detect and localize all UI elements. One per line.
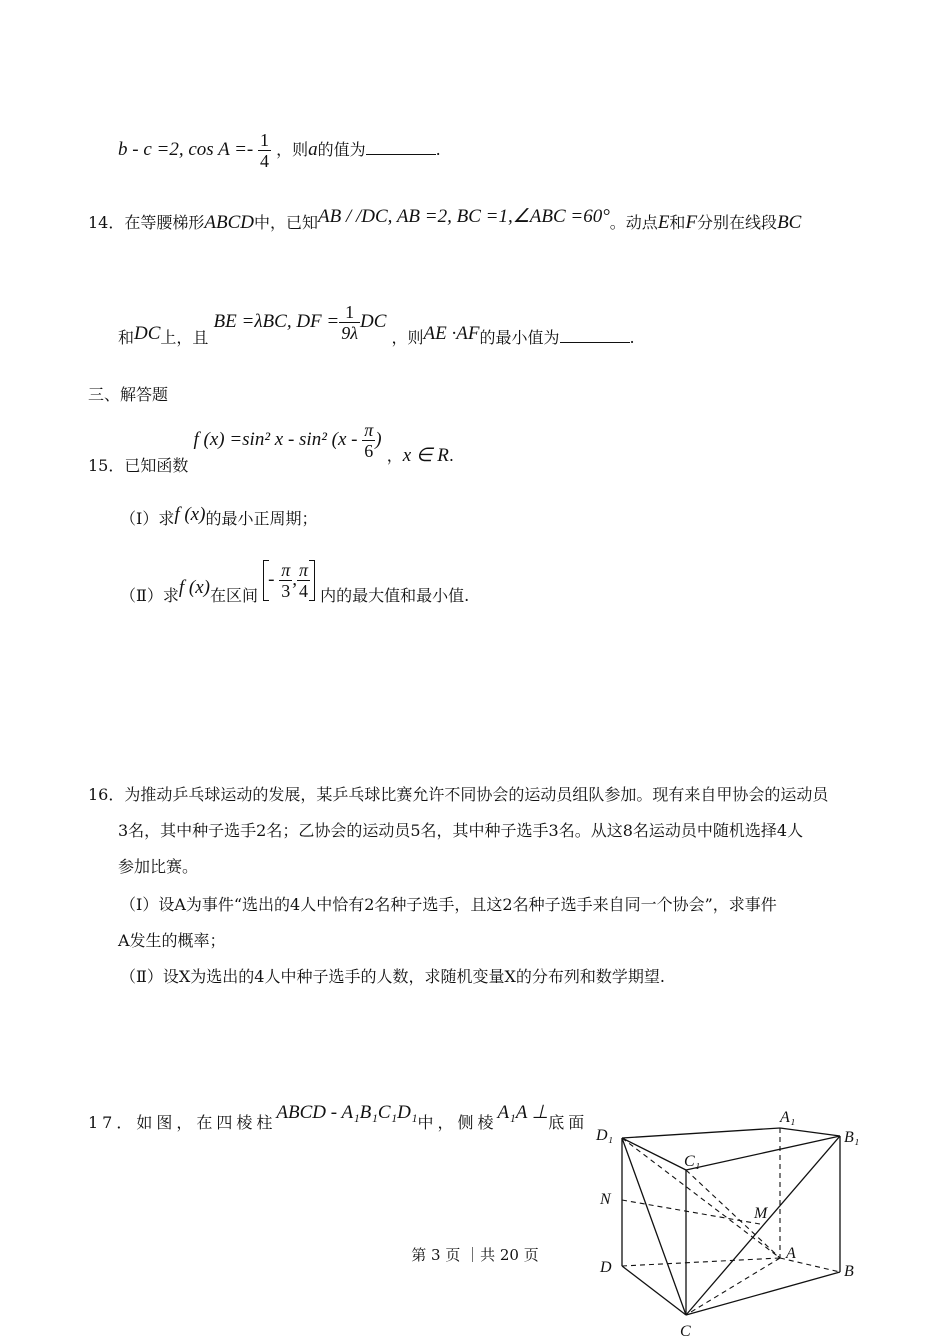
q13-text: ，则 [276, 140, 309, 159]
label-B1: B₁ [844, 1129, 860, 1146]
q14-number: 14．在等腰梯形 [88, 213, 205, 232]
q15-part1 [120, 504, 317, 526]
q14-line1 [88, 206, 802, 234]
label-C1: C₁ [684, 1153, 701, 1170]
page-footer: 第 3 页 ｜共 20 页 [411, 1246, 539, 1264]
q16-line3: 参加比赛。 [118, 857, 199, 876]
q15-part1-label: （Ⅰ）求 [120, 509, 175, 528]
q14-end: . [629, 328, 635, 347]
q15-part2-text: 在区间 [210, 586, 259, 605]
interval-minus: - [268, 569, 280, 590]
label-D: D [600, 1259, 612, 1276]
q17-edge: A₁A ⊥ [497, 1102, 549, 1123]
q13-fraction: $\frac{1}{4}$ [259, 130, 269, 171]
interval-frac-2: $\frac{\pi}{4}$ [298, 560, 309, 601]
q15-comma: ， [386, 446, 403, 465]
q15-close: ) [375, 429, 382, 450]
label-M: M [754, 1205, 768, 1222]
q15-part2-f: f (x) [178, 577, 211, 598]
label-A1: A₁ [780, 1109, 796, 1126]
q17-t2: 底面 [548, 1113, 589, 1132]
q14-vec-end: DC [360, 311, 387, 332]
interval-comma: , [292, 569, 297, 590]
q15-number: 15．已知函数 [88, 456, 189, 475]
q14-dc: DC [134, 323, 161, 344]
q14-line2 [118, 302, 635, 347]
label-N: N [600, 1191, 611, 1208]
q14-t3: 和 [669, 213, 686, 232]
prism-figure [590, 1100, 880, 1340]
label-D1: D₁ [596, 1127, 614, 1144]
section-title [88, 384, 168, 406]
q14-t5: 和 [118, 328, 135, 347]
q15-part1-text: 的最小正周期； [205, 509, 318, 528]
q14-vector-eq: BE =λBC, DF = [213, 311, 340, 332]
q14-t1: 中，已知 [253, 213, 318, 232]
q14-condition: AB / /DC, AB =2, BC =1,∠ABC =60° [318, 206, 610, 227]
answer-blank [560, 328, 630, 343]
q15-part2-label: （Ⅱ）求 [120, 586, 179, 605]
q17-number: 17．如图，在四棱柱 [88, 1113, 277, 1132]
q16-line4: （Ⅰ）设A为事件“选出的4人中恰有2名种子选手，且这2名种子选手来自同一个协会”，求事件 [120, 895, 777, 914]
q14-t4: 分别在线段 [697, 213, 778, 232]
label-A: A [786, 1245, 796, 1262]
q16-line1: 16．为推动乒乓球运动的发展，某乒乓球比赛允许不同协会的运动员组队参加。现有来自甲协会的运动员 [88, 785, 829, 804]
q15-part1-f: f (x) [174, 504, 206, 525]
label-C: C [680, 1323, 691, 1340]
q17-prism: ABCD - A₁B₁C₁D₁ [276, 1102, 418, 1123]
q16-line5: A发生的概率； [118, 931, 226, 950]
interval-bracket [263, 560, 315, 601]
q16-line2: 3名，其中种子选手2名；乙协会的运动员5名，其中种子选手3名。从这8名运动员中随机选择4人 [118, 821, 804, 840]
q14-t8: 的最小值为 [479, 328, 560, 347]
q15-domain: x ∈ R [402, 445, 449, 466]
section-label: 三、解答题 [88, 385, 169, 404]
q15-function: f (x) =sin² x - sin² (x - [193, 429, 363, 450]
q13-end: . [435, 140, 441, 159]
q14-bc: BC [777, 212, 802, 233]
answer-blank [366, 140, 436, 155]
q13-var: a [308, 139, 318, 160]
q14-t6: 上，且 [160, 328, 209, 347]
q14-abcd: ABCD [204, 212, 254, 233]
q14-dot-product: AE ·AF [423, 323, 480, 344]
q16-line6: （Ⅱ）设X为选出的4人中种子选手的人数，求随机变量X的分布列和数学期望. [120, 967, 665, 986]
q15-part2 [120, 560, 470, 605]
q15-fraction: $\frac{\pi}{6}$ [364, 420, 374, 461]
q15-line1 [88, 420, 454, 475]
q14-t2: 。动点 [609, 213, 658, 232]
q13-tail [118, 130, 441, 171]
q14-fraction: $\frac{1}{9\lambda}$ [341, 302, 359, 343]
q17-t1: 中，侧棱 [417, 1113, 498, 1132]
q13-text2: 的值为 [317, 140, 366, 159]
q15-part2-end: 内的最大值和最小值. [320, 586, 470, 605]
q14-e: E [657, 212, 670, 233]
q17-line1 [88, 1102, 589, 1132]
q14-f: F [685, 212, 698, 233]
q14-t7: ，则 [391, 328, 424, 347]
label-B: B [844, 1263, 854, 1280]
q13-condition: b - c =2, cos A =- [118, 139, 258, 160]
interval-frac-1: $\frac{\pi}{3}$ [281, 560, 291, 601]
q15-end: . [448, 446, 454, 465]
